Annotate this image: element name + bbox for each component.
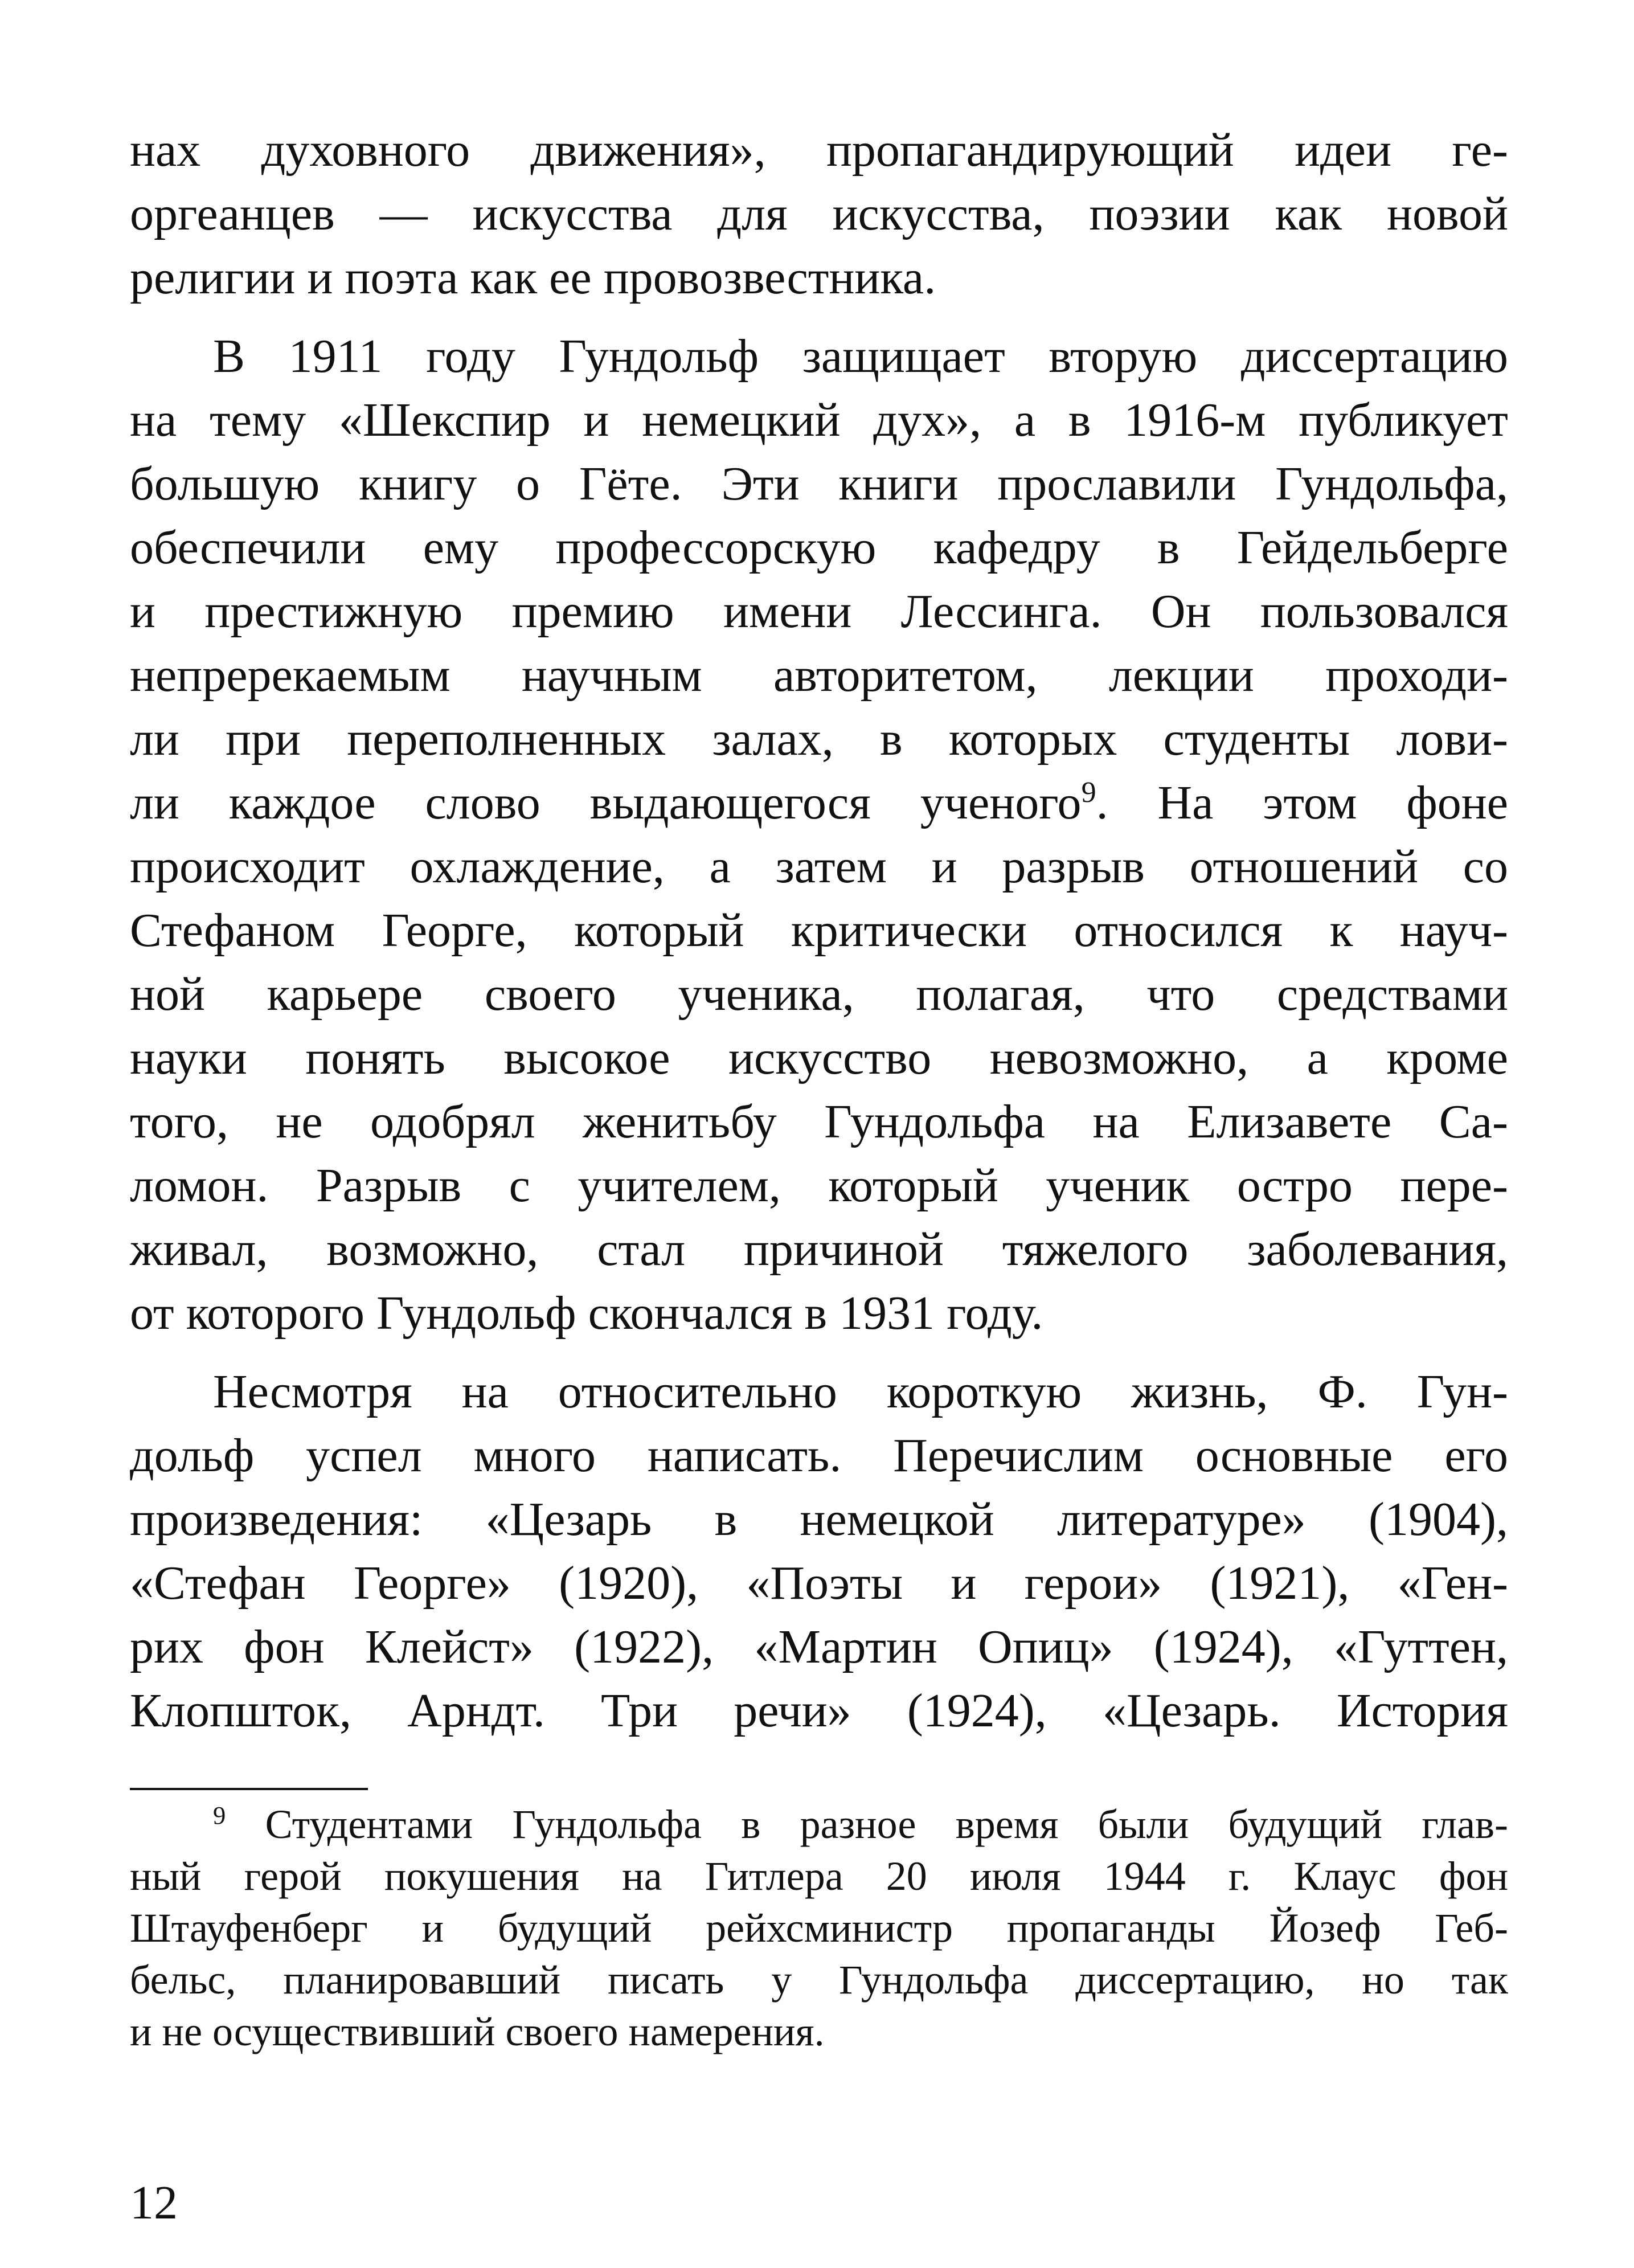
text-line: Клопшток, Арндт. Три речи» (1924), «Цезарь. История (130, 1684, 1508, 1737)
text-line: ломон. Разрыв с учителем, который ученик остро пере- (130, 1159, 1508, 1212)
text-line: Стефаном Георге, который критически относился к науч- (130, 904, 1508, 957)
footnote-line (130, 1799, 1508, 1851)
text-line-with-footnote-ref (130, 771, 1508, 835)
text-line: произведения: «Цезарь в немецкой литературе» (1904), (130, 1493, 1508, 1546)
text-line: и престижную премию имени Лессинга. Он пользовался (130, 585, 1508, 638)
text-line: ной карьере своего ученика, полагая, что средствами (130, 968, 1508, 1021)
paragraph (130, 118, 1508, 310)
text-line: на тему «Шекспир и немецкий дух», а в 1916-м публикует (130, 394, 1508, 447)
text-line: религии и поэта как ее провозвестника. (130, 251, 936, 304)
footnote-line: и не осуществивший своего намерения. (130, 2009, 825, 2054)
text-line: того, не одобрял женитьбу Гундольфа на Елизавете Са- (130, 1095, 1508, 1148)
text-line-head: ли каждое слово выдающегося ученого (130, 776, 1082, 829)
page-number: 12 (130, 2176, 178, 2229)
text-line: живал, возможно, стал причиной тяжелого заболевания, (130, 1223, 1508, 1276)
paragraph (130, 1360, 1508, 1743)
text-line: рих фон Клейст» (1922), «Мартин Опиц» (1924), «Гуттен, (130, 1620, 1508, 1673)
footnote-line-text: Студентами Гундольфа в разное время были будущий глав- (265, 1802, 1509, 1847)
text-line: ли при переполненных залах, в которых студенты лови- (130, 713, 1508, 765)
text-line: В 1911 году Гундольф защищает вторую диссертацию (213, 330, 1508, 383)
text-line: обеспечили ему профессорскую кафедру в Гейдельберге (130, 521, 1508, 574)
footnote-line: ный герой покушения на Гитлера 20 июля 1944 г. Клаус фон (130, 1853, 1508, 1899)
text-line: от которого Гундольф скончался в 1931 году. (130, 1287, 1043, 1340)
paragraph (130, 325, 1508, 1345)
text-line: науки понять высокое искусство невозможно, а кроме (130, 1031, 1508, 1084)
text-line: Несмотря на относительно короткую жизнь, Ф. Гун- (213, 1365, 1508, 1418)
footnote-ref-9[interactable]: 9 (1081, 776, 1096, 809)
text-line: большую книгу о Гёте. Эти книги прославили Гундольфа, (130, 457, 1508, 510)
footnote-9 (130, 1799, 1508, 2058)
text-line: происходит охлаждение, а затем и разрыв отношений со (130, 840, 1508, 893)
main-text (130, 118, 1508, 1743)
text-line: оргеанцев — искусства для искусства, поэзии как новой (130, 187, 1508, 240)
footnote-divider (130, 1788, 368, 1790)
footnote-number: 9 (213, 1801, 226, 1829)
text-line: непререкаемым научным авторитетом, лекции проходи- (130, 649, 1508, 702)
text-line: нах духовного движения», пропагандирующий идеи ге- (130, 124, 1508, 177)
text-line: «Стефан Георге» (1920), «Поэты и герои» (1921), «Ген- (130, 1557, 1508, 1610)
text-line-tail: . На этом фоне (1096, 776, 1509, 829)
footnote-line: бельс, планировавший писать у Гундольфа диссертацию, но так (130, 1957, 1508, 2003)
footnote-line: Штауфенберг и будущий рейхсминистр пропаганды Йозеф Геб- (130, 1905, 1508, 1951)
text-line: дольф успел много написать. Перечислим основные его (130, 1429, 1508, 1482)
